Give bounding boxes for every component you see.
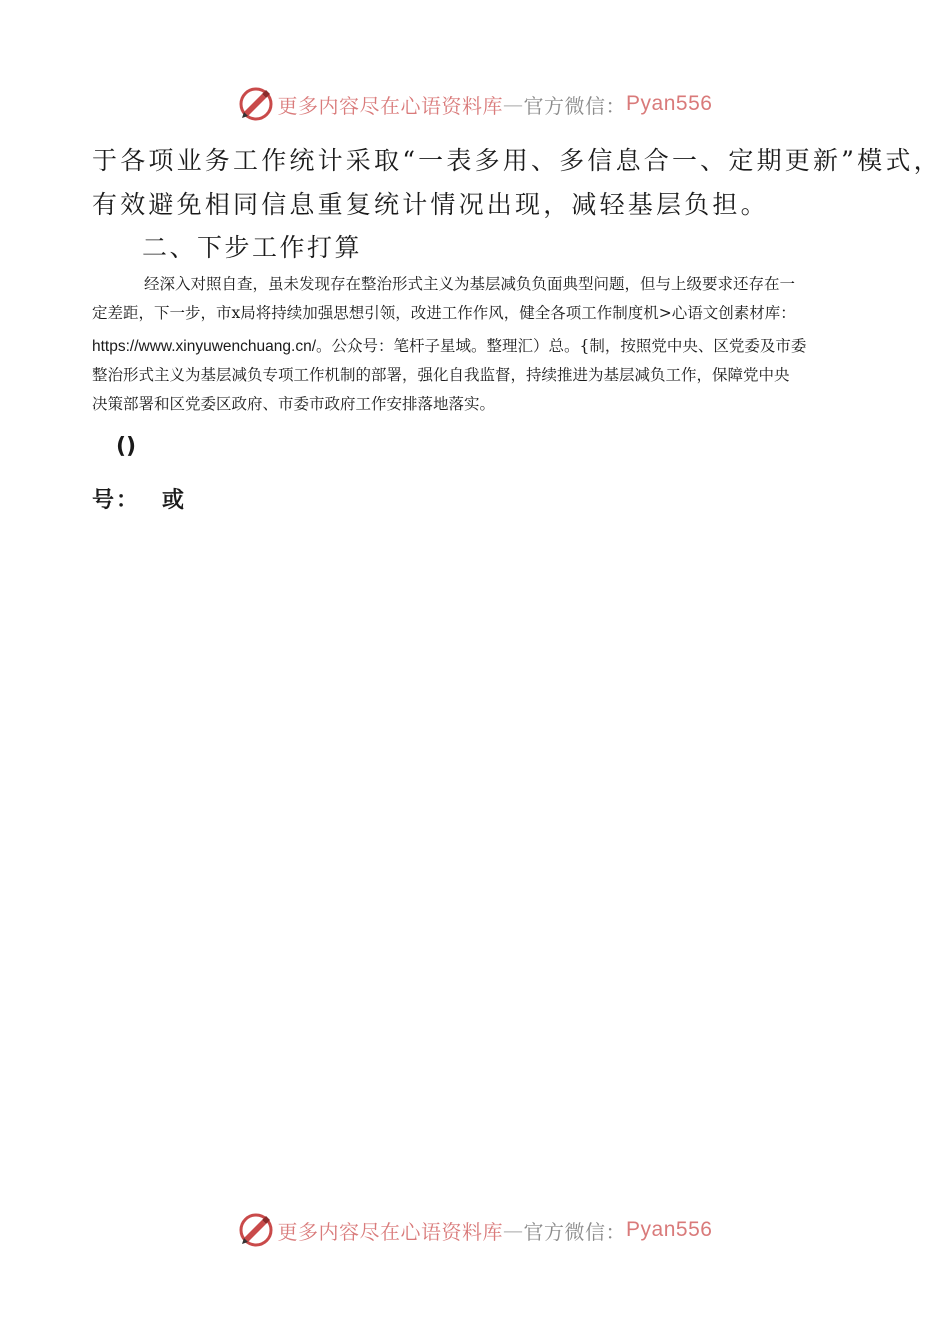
footer-banner <box>0 1208 950 1252</box>
body-line-2: 有效避免相同信息重复统计情况出现，减轻基层负担。 <box>92 190 769 219</box>
fragment-hao: 号： <box>92 488 141 513</box>
small-line-3-rest: 。公众号：笔杆子星域。整理汇）总。{制，按照党中央、区党委及市委 <box>316 337 807 355</box>
empty-parentheses: () <box>116 434 137 459</box>
pen-logo-icon <box>238 1212 274 1248</box>
small-line-5: 决策部署和区党委区政府、市委市政府工作安排落地落实。 <box>92 395 496 413</box>
banner-brand: 更多内容尽在心语资料库 <box>277 93 504 118</box>
header-banner <box>0 82 950 126</box>
banner-separator: — <box>503 92 524 116</box>
footer-banner-text <box>278 1216 713 1245</box>
fragment-line <box>92 483 186 514</box>
pen-logo-icon <box>238 86 274 122</box>
banner-text <box>278 90 713 119</box>
banner-wechat-label: 官方微信： <box>523 93 627 118</box>
fragment-huo: 或 <box>162 488 187 513</box>
banner-wechat-id: Pyan556 <box>626 92 713 115</box>
footer-brand: 更多内容尽在心语资料库 <box>277 1219 504 1244</box>
body-line-1: 于各项业务工作统计采取“一表多用、多信息合一、定期更新”模式， <box>92 146 942 175</box>
footer-wechat-id: Pyan556 <box>626 1218 713 1241</box>
footer-wechat-label: 官方微信： <box>523 1219 627 1244</box>
section-heading: 二、下步工作打算 <box>142 233 363 262</box>
small-line-4: 整治形式主义为基层减负专项工作机制的部署，强化自我监督，持续推进为基层减负工作，保障党中央 <box>92 366 790 384</box>
website-link[interactable]: https://www.xinyuwenchuang.cn/ <box>92 338 317 355</box>
footer-separator: — <box>503 1218 524 1242</box>
small-line-1: 经深入对照自查，虽未发现存在整治形式主义为基层减负负面典型问题，但与上级要求还存在一 <box>144 275 796 293</box>
small-line-3 <box>92 332 862 361</box>
small-line-2: 定差距，下一步，市x局将持续加强思想引领，改进工作作风，健全各项工作制度机>心语文创素材库： <box>92 304 796 322</box>
